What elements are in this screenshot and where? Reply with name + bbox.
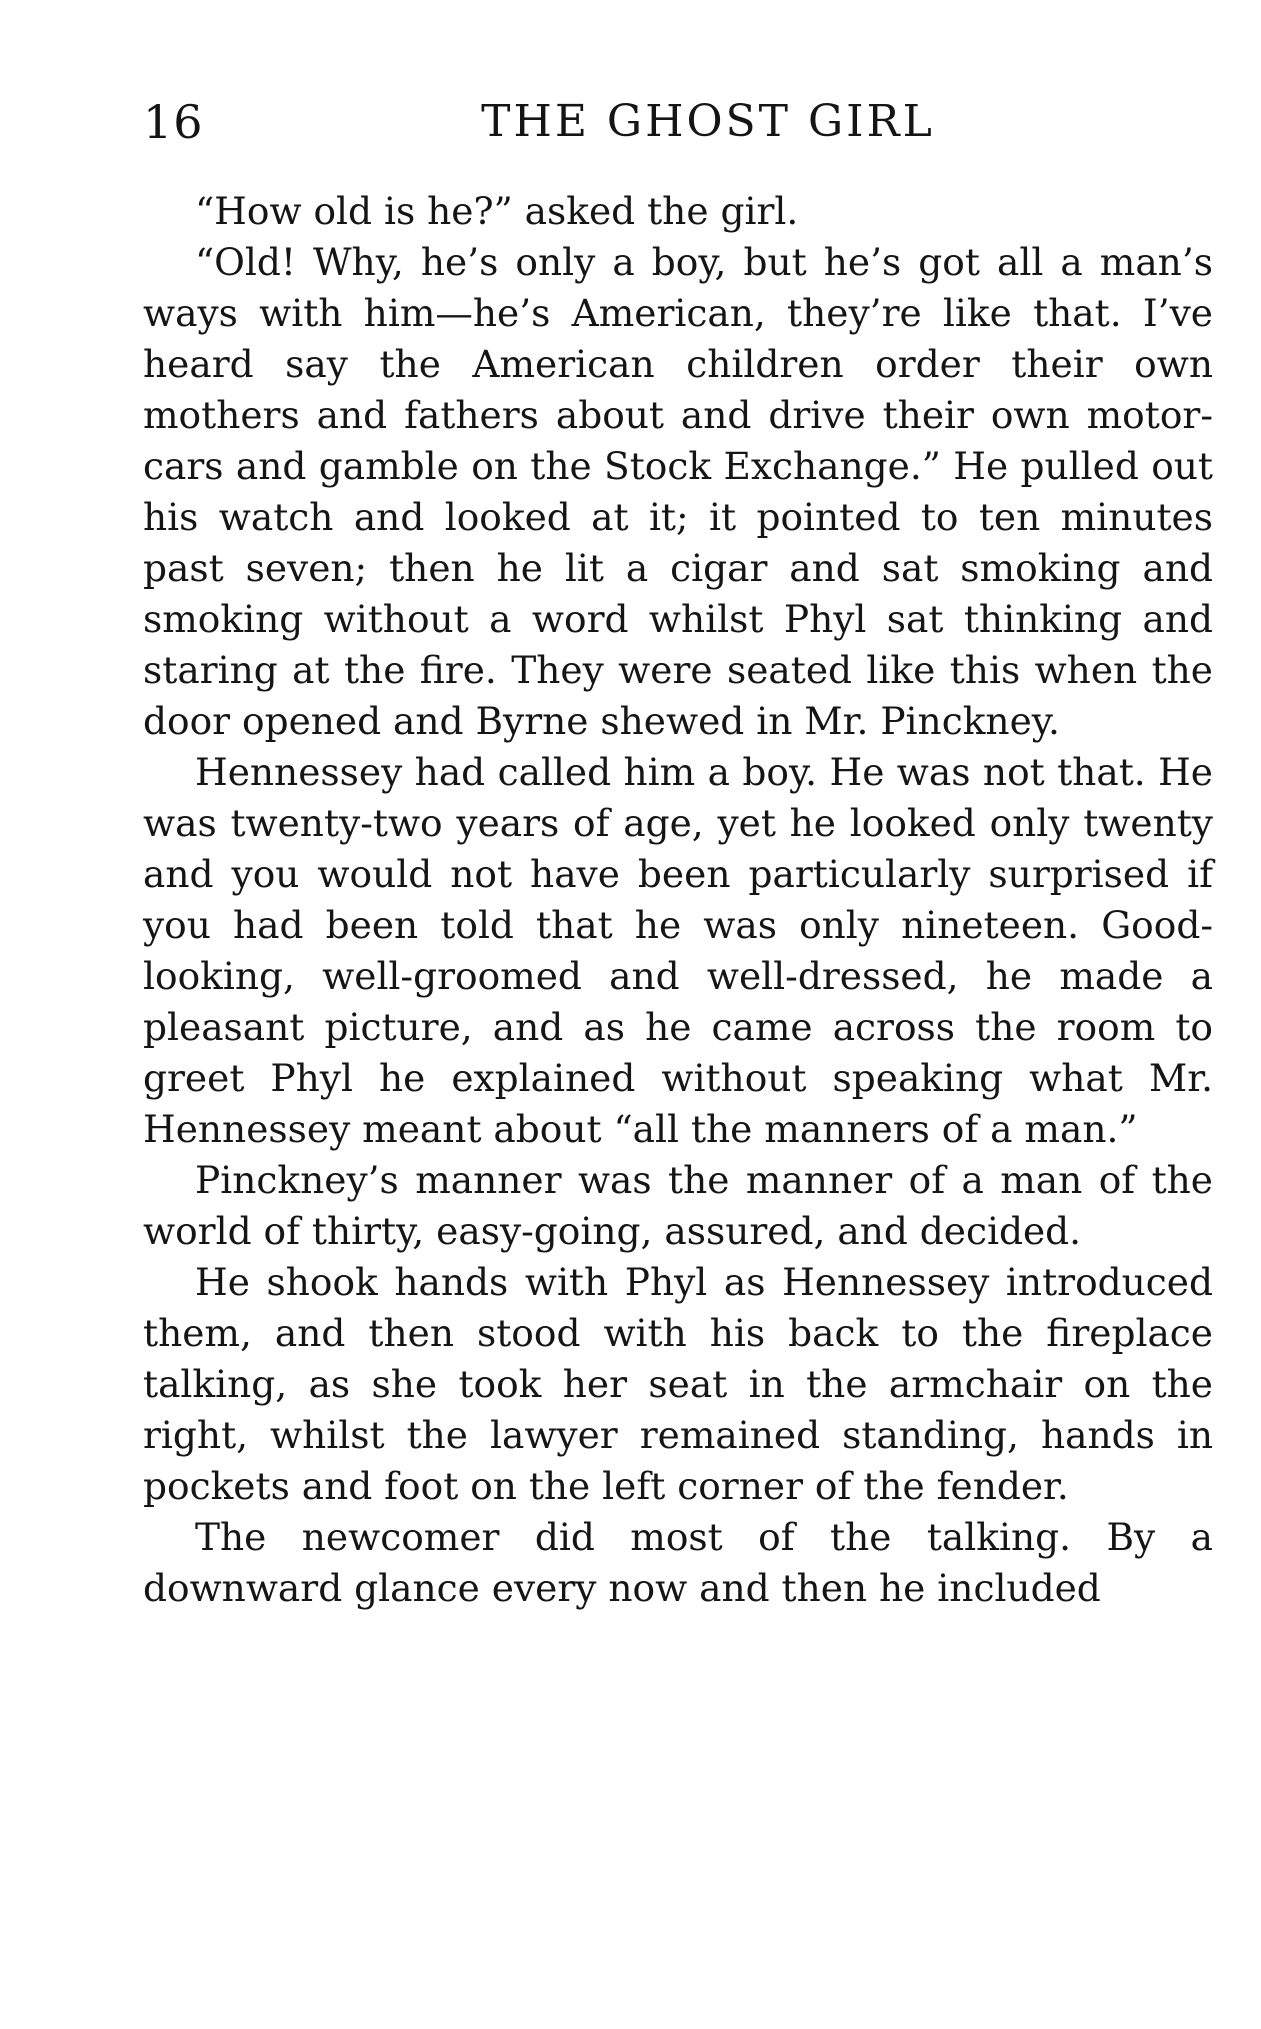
paragraph: “How old is he?” asked the girl. bbox=[195, 189, 799, 233]
page-number: 16 bbox=[143, 95, 204, 149]
paragraph: “Old! Why, he’s only a boy, but he’s got all a man’s ways with him—he’s American, they’re like that. I’ve heard say the American children order their own mothers and fathers about and drive their own motor-cars and gamble on the Stock Exchange.” He pulled out his watch and looked at it; it pointed to ten minutes past seven; then he lit a cigar and sat smoking and smoking without a word whilst Phyl sat thinking and staring at the fire. They were seated like this when the door opened and Byrne shewed in Mr. Pinckney. bbox=[143, 240, 1213, 743]
page-header bbox=[143, 92, 1213, 152]
paragraph: Pinckney’s manner was the manner of a man of the world of thirty, easy-going, assured, and decided. bbox=[143, 1158, 1213, 1253]
body-text bbox=[143, 186, 1213, 1614]
paragraph: Hennessey had called him a boy. He was not that. He was twenty-two years of age, yet he looked only twenty and you would not have been particularly surprised if you had been told that he was only nineteen. Good-looking, well-groomed and well-dressed, he made a pleasant picture, and as he came across the room to greet Phyl he explained without speaking what Mr. Hennessey meant about “all the manners of a man.” bbox=[143, 750, 1213, 1151]
paragraph: The newcomer did most of the talking. By a downward glance every now and then he included bbox=[143, 1515, 1213, 1610]
paragraph: He shook hands with Phyl as Hennessey introduced them, and then stood with his back to the fireplace talking, as she took her seat in the armchair on the right, whilst the lawyer remained standing, hands in pockets and foot on the left corner of the fender. bbox=[143, 1260, 1213, 1508]
running-title: THE GHOST GIRL bbox=[481, 96, 935, 147]
